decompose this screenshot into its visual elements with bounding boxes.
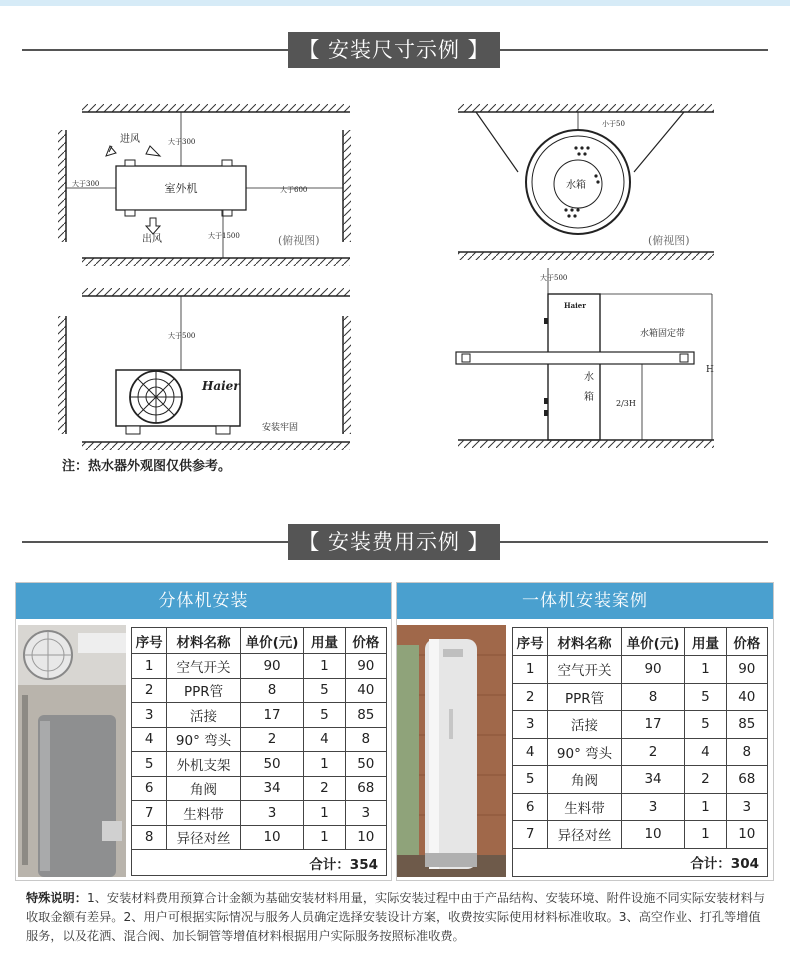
cell: 50 [345, 752, 386, 777]
front-gap-label: 大于500 [168, 332, 196, 340]
cell: 3 [621, 793, 684, 821]
tank-side-view [456, 268, 714, 448]
total-row [132, 850, 387, 876]
in-air-label: 进风 [120, 134, 140, 145]
cell: 外机支架 [167, 752, 241, 777]
cell: 空气开关 [167, 654, 241, 679]
fan-grille-icon [130, 371, 182, 423]
tank-side-gap-label: 大于500 [540, 274, 568, 282]
table-row [132, 752, 387, 777]
cell: 2 [132, 678, 167, 703]
cell: 10 [621, 821, 684, 849]
cell: 90 [345, 654, 386, 679]
table-row [132, 825, 387, 850]
cell: 50 [240, 752, 303, 777]
cell: 3 [345, 801, 386, 826]
cell: 6 [132, 776, 167, 801]
brand-logo: Haier [202, 379, 240, 393]
cell: 8 [621, 683, 684, 711]
special-notes-text: 1、安装材料费用预算合计金额为基础安装材料用量，实际安装过程中由于产品结构、安装环境、附件设施不同实际安装材料与收取金额有差异。2、用户可根据实际情况与服务人员确定选择安装设计方案，收费按实际使用材料标准收取。3、高空作业、打孔等增值服务，以及花洒、混合阀、加长铜管等增值材料根据用户实际服务按照标准收费。 [26, 891, 766, 943]
cell: 90° 弯头 [548, 738, 622, 766]
appearance-note: 注：热水器外观图仅供参考。 [62, 459, 232, 474]
cell: 1 [513, 656, 548, 684]
outdoor-top-view [58, 104, 351, 266]
left-gap-label: 大于300 [72, 180, 100, 188]
cell: PPR管 [167, 678, 241, 703]
cell: 90° 弯头 [167, 727, 241, 752]
integrated-install-photo [397, 625, 506, 877]
col-price: 价格 [726, 628, 767, 656]
cell: 5 [685, 683, 726, 711]
cell: 90 [621, 656, 684, 684]
table-row [513, 738, 768, 766]
col-material: 材料名称 [548, 628, 622, 656]
cell: 90 [240, 654, 303, 679]
cell: 10 [345, 825, 386, 850]
cell: 4 [132, 727, 167, 752]
cell: 8 [132, 825, 167, 850]
cell: 17 [240, 703, 303, 728]
cell: 5 [304, 703, 345, 728]
col-unit-price: 单价(元) [621, 628, 684, 656]
table-row [513, 793, 768, 821]
cell: 85 [726, 711, 767, 739]
col-unit-price: 单价(元) [240, 628, 303, 654]
cell: 2 [685, 766, 726, 794]
table-row [513, 766, 768, 794]
tank-side-char-1: 水 [584, 372, 594, 383]
cell: 10 [726, 821, 767, 849]
out-air-label: 出风 [142, 234, 162, 245]
two-thirds-label: 2/3H [616, 399, 636, 408]
tank-top-label: 水箱 [566, 180, 586, 191]
cell: PPR管 [548, 683, 622, 711]
tank-top-gap-label: 小于50 [602, 120, 625, 128]
total-cell: 合计：304 [513, 848, 768, 876]
table-row [513, 711, 768, 739]
table-row [132, 703, 387, 728]
cell: 40 [726, 683, 767, 711]
cell: 生料带 [548, 793, 622, 821]
special-notes [26, 889, 768, 946]
cell: 85 [345, 703, 386, 728]
cell: 8 [240, 678, 303, 703]
cell: 2 [304, 776, 345, 801]
top-accent-bar [0, 0, 790, 6]
cell: 17 [621, 711, 684, 739]
cell: 4 [685, 738, 726, 766]
table-header-row [513, 628, 768, 656]
cell: 空气开关 [548, 656, 622, 684]
h-label: H [706, 365, 714, 375]
panel-title: 分体机安装 [16, 583, 391, 619]
cell: 角阀 [167, 776, 241, 801]
cell: 68 [726, 766, 767, 794]
cell: 异径对丝 [167, 825, 241, 850]
cell: 1 [304, 801, 345, 826]
table-row [513, 683, 768, 711]
cell: 8 [726, 738, 767, 766]
outdoor-front-view [58, 288, 351, 450]
cell: 3 [513, 711, 548, 739]
cell: 7 [132, 801, 167, 826]
cell: 3 [726, 793, 767, 821]
total-row [513, 848, 768, 876]
section-header-cost [0, 522, 790, 562]
firm-label: 安装牢固 [262, 423, 299, 433]
cell: 6 [513, 793, 548, 821]
cell: 1 [304, 825, 345, 850]
cell: 40 [345, 678, 386, 703]
table-row [132, 776, 387, 801]
split-cost-table [131, 627, 387, 876]
tank-side-char-2: 箱 [584, 392, 594, 403]
section-title: 【 安装尺寸示例 】 [288, 32, 500, 68]
bottom-gap-label: 大于1500 [208, 232, 240, 240]
split-install-panel [15, 582, 392, 881]
cell: 8 [345, 727, 386, 752]
cell: 2 [240, 727, 303, 752]
col-qty: 用量 [304, 628, 345, 654]
table-row [132, 654, 387, 679]
integrated-install-panel [396, 582, 774, 881]
section-title: 【 安装费用示例 】 [288, 524, 500, 560]
cell: 4 [513, 738, 548, 766]
table-row [132, 727, 387, 752]
cell: 3 [132, 703, 167, 728]
col-material: 材料名称 [167, 628, 241, 654]
cell: 4 [304, 727, 345, 752]
cell: 1 [685, 793, 726, 821]
cell: 生料带 [167, 801, 241, 826]
cell: 7 [513, 821, 548, 849]
cell: 1 [685, 656, 726, 684]
section-header-size [0, 30, 790, 70]
table-header-row [132, 628, 387, 654]
cell: 5 [304, 678, 345, 703]
cell: 3 [240, 801, 303, 826]
split-install-photo [18, 625, 126, 877]
cell: 1 [132, 654, 167, 679]
strap-label: 水箱固定带 [640, 329, 686, 339]
cell: 90 [726, 656, 767, 684]
right-gap-label: 大于600 [280, 186, 308, 194]
cell: 68 [345, 776, 386, 801]
table-row [513, 656, 768, 684]
cell: 2 [621, 738, 684, 766]
cell: 1 [304, 654, 345, 679]
tank-brand-logo: Haier [564, 301, 586, 310]
cell: 1 [304, 752, 345, 777]
integrated-cost-table [512, 627, 768, 877]
special-notes-label: 特殊说明： [26, 891, 87, 905]
top-gap-label: 大于300 [168, 138, 196, 146]
total-cell: 合计：354 [132, 850, 387, 876]
cell: 5 [132, 752, 167, 777]
col-index: 序号 [513, 628, 548, 656]
cell: 活接 [167, 703, 241, 728]
top-view-label: (俯视图) [278, 234, 320, 247]
cell: 5 [685, 711, 726, 739]
table-row [513, 821, 768, 849]
tank-view-label: (俯视图) [648, 234, 690, 247]
installation-diagram [0, 80, 790, 480]
cell: 活接 [548, 711, 622, 739]
table-row [132, 678, 387, 703]
tank-top-view [458, 104, 714, 260]
table-row [132, 801, 387, 826]
cell: 5 [513, 766, 548, 794]
outdoor-unit-label: 室外机 [164, 182, 198, 195]
cell: 异径对丝 [548, 821, 622, 849]
cell: 34 [240, 776, 303, 801]
col-index: 序号 [132, 628, 167, 654]
cell: 34 [621, 766, 684, 794]
cell: 2 [513, 683, 548, 711]
col-qty: 用量 [685, 628, 726, 656]
cell: 角阀 [548, 766, 622, 794]
col-price: 价格 [345, 628, 386, 654]
cell: 10 [240, 825, 303, 850]
panel-title: 一体机安装案例 [397, 583, 773, 619]
cell: 1 [685, 821, 726, 849]
